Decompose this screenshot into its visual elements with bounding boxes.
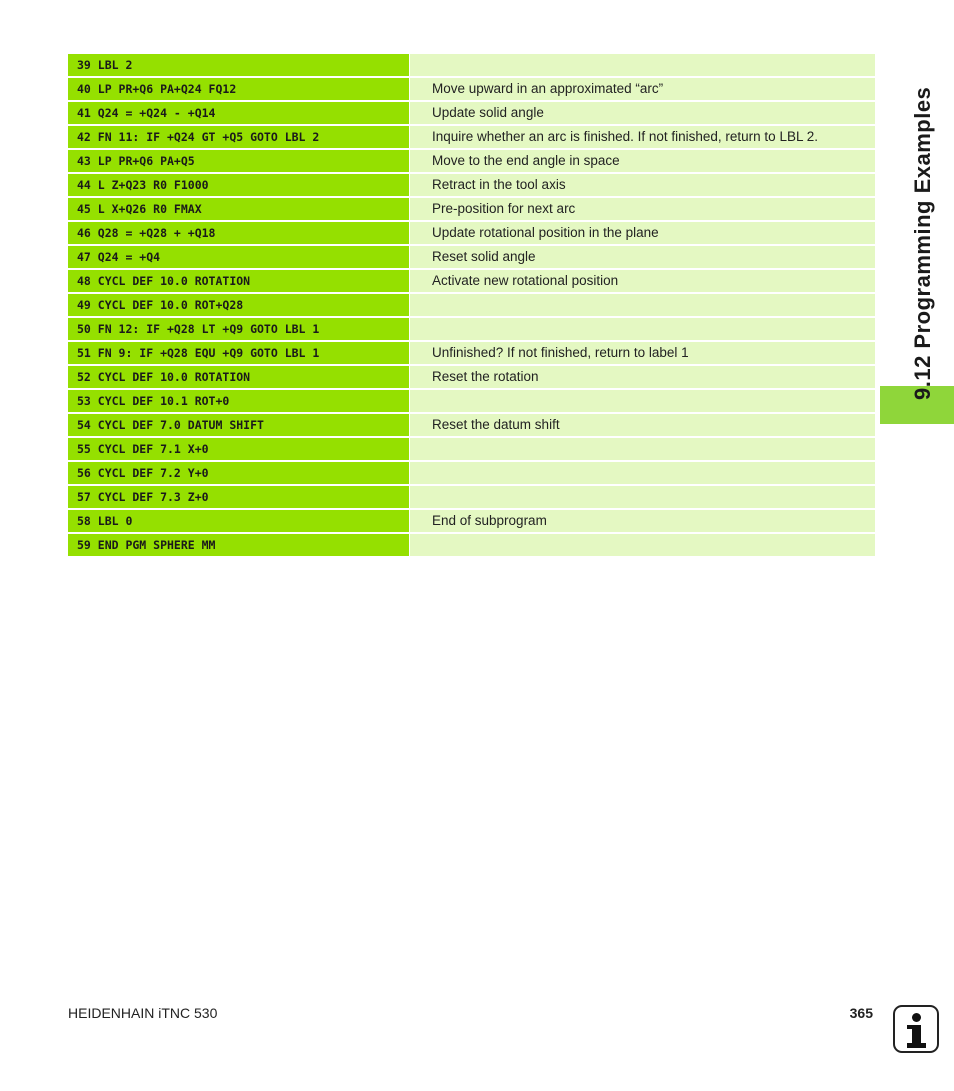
code-cell: 50 FN 12: IF +Q28 LT +Q9 GOTO LBL 1 [68,318,409,340]
table-row [68,78,875,100]
code-cell: 51 FN 9: IF +Q28 EQU +Q9 GOTO LBL 1 [68,342,409,364]
code-cell: 46 Q28 = +Q28 + +Q18 [68,222,409,244]
code-cell: 52 CYCL DEF 10.0 ROTATION [68,366,409,388]
table-row [68,54,875,76]
description-cell [410,534,875,556]
table-row [68,366,875,388]
table-row [68,222,875,244]
code-cell: 39 LBL 2 [68,54,409,76]
page-number: 365 [849,1005,873,1021]
table-row [68,318,875,340]
code-cell: 55 CYCL DEF 7.1 X+0 [68,438,409,460]
table-row [68,174,875,196]
description-cell [410,486,875,508]
code-cell: 54 CYCL DEF 7.0 DATUM SHIFT [68,414,409,436]
code-cell: 47 Q24 = +Q4 [68,246,409,268]
code-cell: 57 CYCL DEF 7.3 Z+0 [68,486,409,508]
info-icon-dot [912,1013,921,1022]
code-cell: 58 LBL 0 [68,510,409,532]
description-cell: Update solid angle [410,102,875,124]
chapter-title: 9.12 Programming Examples [910,86,935,400]
code-cell: 43 LP PR+Q6 PA+Q5 [68,150,409,172]
description-cell [410,294,875,316]
description-cell: End of subprogram [410,510,875,532]
description-cell: Pre-position for next arc [410,198,875,220]
table-row [68,414,875,436]
code-cell: 59 END PGM SPHERE MM [68,534,409,556]
description-cell [410,54,875,76]
info-icon-base [907,1043,926,1048]
table-row [68,342,875,364]
code-cell: 41 Q24 = +Q24 - +Q14 [68,102,409,124]
description-cell: Activate new rotational position [410,270,875,292]
description-cell: Move to the end angle in space [410,150,875,172]
description-cell: Retract in the tool axis [410,174,875,196]
table-row [68,294,875,316]
table-row [68,438,875,460]
code-cell: 40 LP PR+Q6 PA+Q24 FQ12 [68,78,409,100]
code-cell: 49 CYCL DEF 10.0 ROT+Q28 [68,294,409,316]
code-cell: 53 CYCL DEF 10.1 ROT+0 [68,390,409,412]
info-icon [893,1005,939,1053]
table-row [68,198,875,220]
table-row [68,534,875,556]
description-cell: Unfinished? If not finished, return to label 1 [410,342,875,364]
code-cell: 42 FN 11: IF +Q24 GT +Q5 GOTO LBL 2 [68,126,409,148]
description-cell [410,318,875,340]
code-cell: 56 CYCL DEF 7.2 Y+0 [68,462,409,484]
code-cell: 48 CYCL DEF 10.0 ROTATION [68,270,409,292]
table-row [68,126,875,148]
code-cell: 44 L Z+Q23 R0 F1000 [68,174,409,196]
code-cell: 45 L X+Q26 R0 FMAX [68,198,409,220]
description-cell: Update rotational position in the plane [410,222,875,244]
description-cell [410,462,875,484]
footer-product-name: HEIDENHAIN iTNC 530 [68,1005,218,1021]
description-cell [410,438,875,460]
table-row [68,390,875,412]
table-row [68,102,875,124]
description-cell: Inquire whether an arc is finished. If not finished, return to LBL 2. [410,126,875,148]
description-cell: Reset the datum shift [410,414,875,436]
description-cell: Reset solid angle [410,246,875,268]
table-row [68,246,875,268]
description-cell [410,390,875,412]
program-table [68,54,875,558]
table-row [68,462,875,484]
description-cell: Move upward in an approximated “arc” [410,78,875,100]
table-row [68,150,875,172]
info-icon-stem [912,1025,921,1045]
table-row [68,486,875,508]
table-row [68,270,875,292]
table-row [68,510,875,532]
description-cell: Reset the rotation [410,366,875,388]
